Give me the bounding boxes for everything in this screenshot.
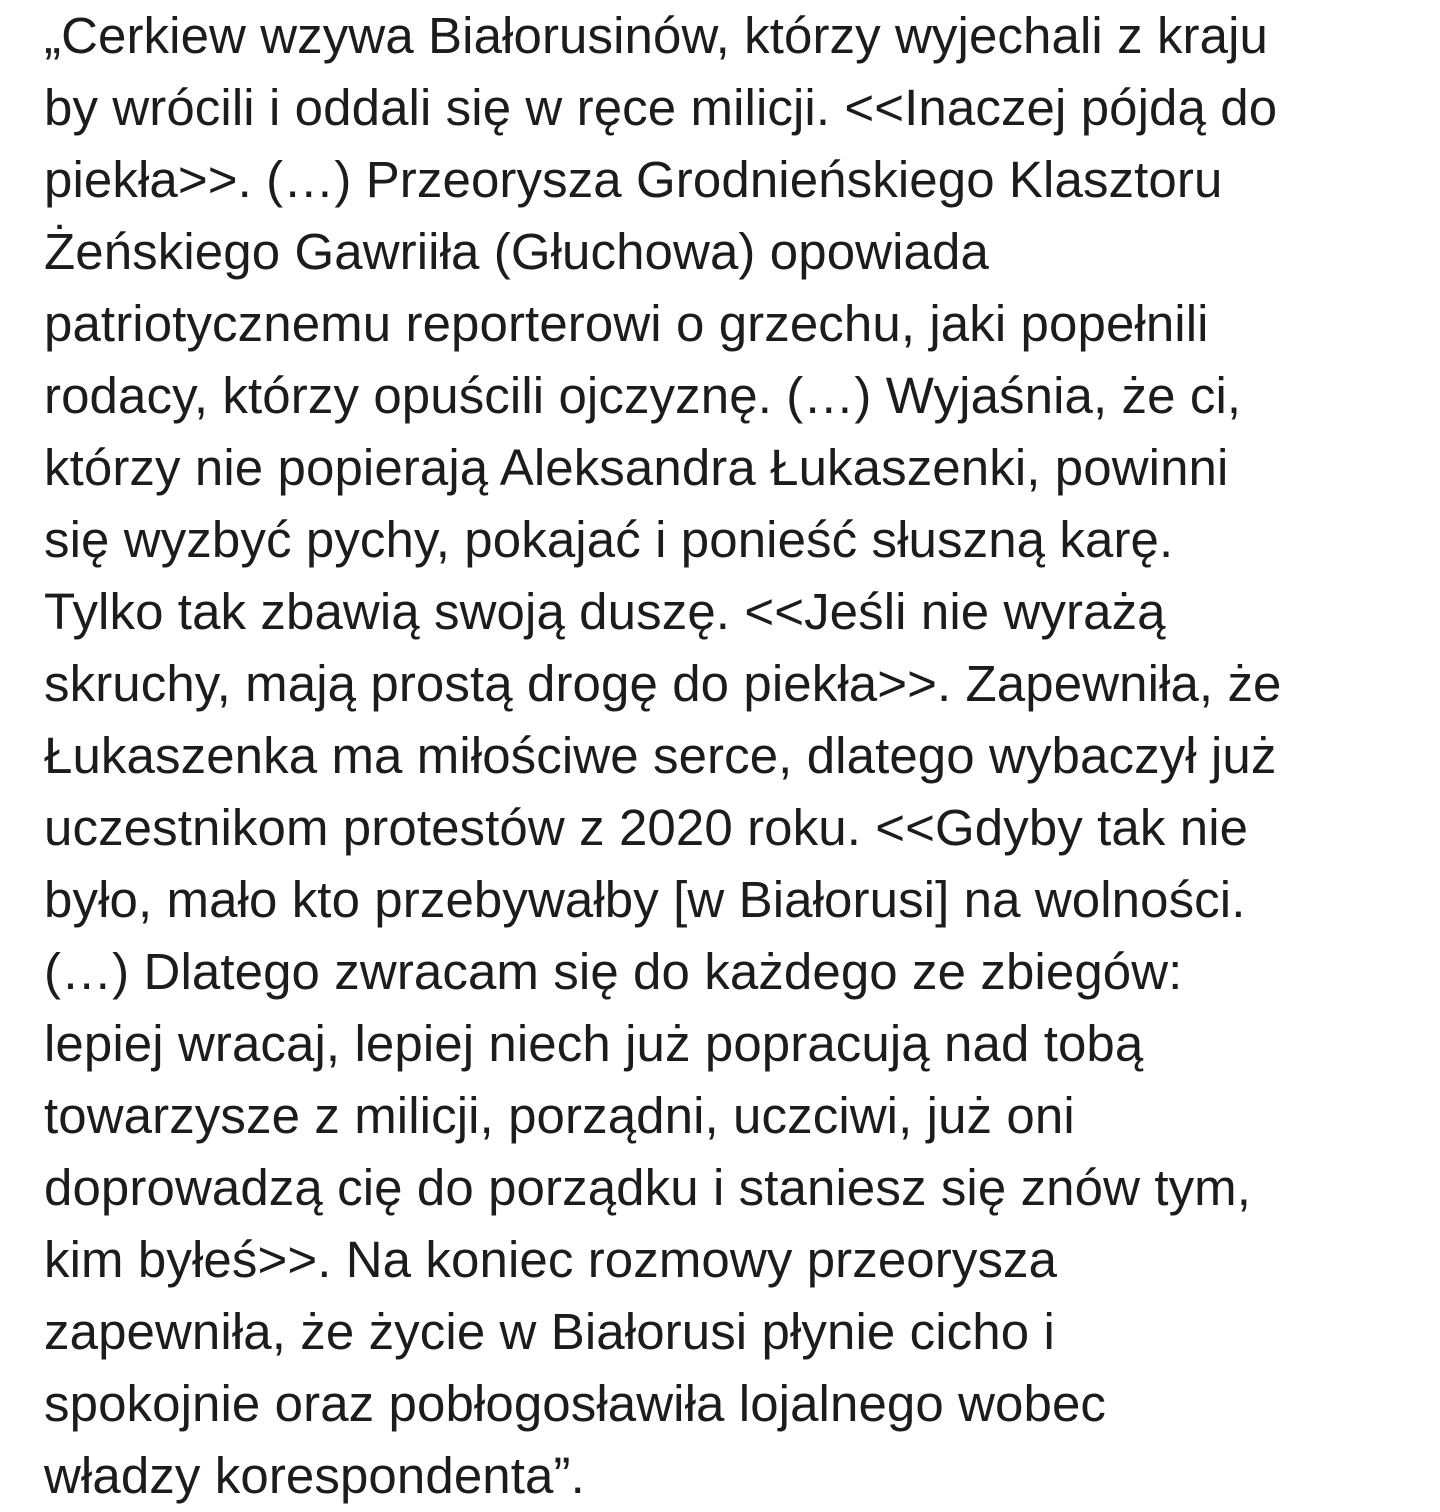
text-line: się wyzbyć pychy, pokajać i ponieść słuszną karę.	[44, 511, 1174, 568]
text-line: Żeńskiego Gawriiła (Głuchowa) opowiada	[44, 223, 989, 280]
text-line: zapewniła, że życie w Białorusi płynie cicho i	[44, 1303, 1055, 1360]
text-line: skruchy, mają prostą drogę do piekła>>. Zapewniła, że	[44, 655, 1282, 712]
text-line: było, mało kto przebywałby [w Białorusi] na wolności.	[44, 871, 1246, 928]
text-line: rodacy, którzy opuścili ojczyznę. (…) Wyjaśnia, że ci,	[44, 367, 1242, 424]
text-line: doprowadzą cię do porządku i staniesz się znów tym,	[44, 1159, 1252, 1216]
text-line: „Cerkiew wzywa Białorusinów, którzy wyjechali z kraju	[44, 7, 1268, 64]
text-line: którzy nie popierają Aleksandra Łukaszenki, powinni	[44, 439, 1229, 496]
text-line: piekła>>. (…) Przeorysza Grodnieńskiego Klasztoru	[44, 151, 1223, 208]
text-line: towarzysze z milicji, porządni, uczciwi, już oni	[44, 1087, 1075, 1144]
text-line: kim byłeś>>. Na koniec rozmowy przeorysza	[44, 1231, 1058, 1288]
text-line: (…) Dlatego zwracam się do każdego ze zbiegów:	[44, 943, 1183, 1000]
text-line: patriotycznemu reporterowi o grzechu, jaki popełnili	[44, 295, 1209, 352]
text-line: spokojnie oraz pobłogosławiła lojalnego wobec	[44, 1375, 1107, 1432]
text-line: lepiej wracaj, lepiej niech już popracują nad tobą	[44, 1015, 1144, 1072]
text-line: by wrócili i oddali się w ręce milicji. <<Inaczej pójdą do	[44, 79, 1278, 136]
text-line: Łukaszenka ma miłościwe serce, dlatego wybaczył już	[44, 727, 1277, 784]
text-line: Tylko tak zbawią swoją duszę. <<Jeśli nie wyrażą	[44, 583, 1166, 640]
text-line: uczestnikom protestów z 2020 roku. <<Gdyby tak nie	[44, 799, 1249, 856]
text-line: władzy korespondenta”.	[44, 1447, 585, 1504]
post-text-block	[44, 0, 1424, 1512]
